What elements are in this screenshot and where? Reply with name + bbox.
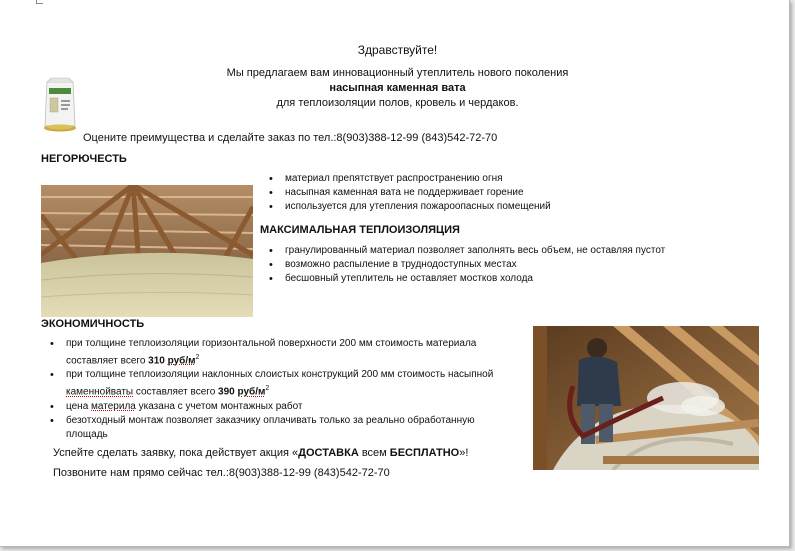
- product-bag-image: [43, 76, 77, 132]
- list-item: • гранулированный материал позволяет заполнять весь объем, не оставляя пустот: [262, 244, 782, 258]
- contacts-line: Оцените преимущества и сделайте заказ по тел.:8(903)388-12-99 (843)542-72-70: [83, 132, 498, 144]
- list-item: • при толщине теплоизоляции горизонтальной поверхности 200 мм стоимость материала составляет всего 310 руб/$м^2$: [43, 337, 513, 368]
- economy-list: [43, 337, 513, 442]
- intro-text: Мы предлагаем вам инновационный утеплитель нового поколения: [226, 67, 569, 79]
- promo-line: Успейте сделать заявку, пока действует акция «ДОСТАВКА всем БЕСПЛАТНО»!: [53, 447, 469, 459]
- fireproof-heading: НЕГОРЮЧЕСТЬ: [41, 153, 127, 165]
- list-item: • материал препятствует распространению огня: [262, 172, 782, 186]
- greeting: Здравствуйте!: [357, 43, 438, 57]
- call-line: Позвоните нам прямо сейчас тел.:8(903)388-12-99 (843)542-72-70: [53, 467, 390, 479]
- page-corner-mark: [36, 0, 43, 4]
- insulation-list: [262, 244, 782, 286]
- list-item: • бесшовный утеплитель не оставляет мостков холода: [262, 272, 782, 286]
- attic-insulation-photo: [41, 185, 253, 317]
- fireproof-list: [262, 172, 782, 214]
- worker-installation-photo: [533, 326, 759, 470]
- list-item: • цена материла указана с учетом монтажных работ: [43, 400, 513, 414]
- purpose-text: для теплоизоляции полов, кровель и чердаков.: [276, 97, 519, 109]
- list-item: • безотходный монтаж позволяет заказчику оплачивать только за реально обработанную площадь: [43, 414, 513, 442]
- insulation-heading: МАКСИМАЛЬНАЯ ТЕПЛОИЗОЛЯЦИЯ: [260, 224, 460, 236]
- list-item: • возможно распыление в труднодоступных местах: [262, 258, 782, 272]
- list-item: • используется для утепления пожароопасных помещений: [262, 200, 782, 214]
- product-name: насыпная каменная вата: [329, 82, 466, 94]
- list-item: • при толщине теплоизоляции наклонных слоистых конструкций 200 мм стоимость насыпной каменнойваты составляет всего 390 руб/$м^2$: [43, 368, 513, 399]
- economy-heading: ЭКОНОМИЧНОСТЬ: [41, 318, 145, 330]
- list-item: • насыпная каменная вата не поддерживает горение: [262, 186, 782, 200]
